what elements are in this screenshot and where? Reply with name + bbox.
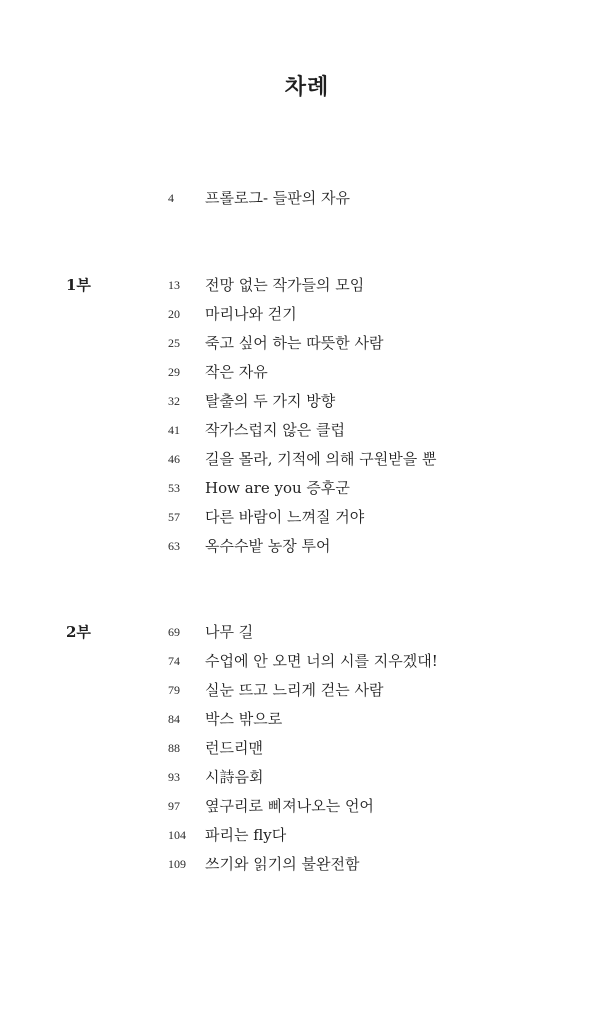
toc-entry	[0, 505, 614, 529]
part-label-1: 1부	[66, 276, 91, 294]
toc-entry	[0, 447, 614, 471]
toc-entry-title: 작가스럽지 않은 클럽	[205, 421, 345, 439]
toc-page-number: 88	[168, 741, 180, 755]
toc-entry-title: 수업에 안 오면 너의 시를 지우겠대!	[205, 652, 438, 670]
toc-entry	[0, 649, 614, 673]
toc-entry-title: 다른 바람이 느껴질 거야	[205, 508, 365, 526]
toc-entry-title: 탈출의 두 가지 방향	[205, 392, 336, 410]
toc-entry	[0, 360, 614, 384]
toc-page-number: 63	[168, 539, 180, 553]
toc-entry-title: 실눈 뜨고 느리게 걷는 사람	[205, 681, 384, 699]
toc-page-number: 109	[168, 857, 186, 871]
toc-page-number: 97	[168, 799, 180, 813]
toc-entry-title: 런드리맨	[205, 739, 263, 757]
toc-entry	[0, 852, 614, 876]
toc-entry	[0, 302, 614, 326]
toc-entry	[0, 678, 614, 702]
toc-entry	[0, 418, 614, 442]
toc-entry-title: 박스 밖으로	[205, 710, 283, 728]
toc-page-number: 41	[168, 423, 180, 437]
toc-entry	[0, 389, 614, 413]
toc-page-number: 57	[168, 510, 180, 524]
toc-page-number: 104	[168, 828, 186, 842]
toc-page-number: 93	[168, 770, 180, 784]
toc-page-number: 74	[168, 654, 180, 668]
toc-entry	[0, 823, 614, 847]
toc-entry-title: 죽고 싶어 하는 따뜻한 사람	[205, 334, 384, 352]
toc-entry	[0, 765, 614, 789]
toc-entry	[0, 273, 614, 297]
toc-page-number: 53	[168, 481, 180, 495]
toc-page-number: 29	[168, 365, 180, 379]
toc-page-number: 32	[168, 394, 180, 408]
toc-entry-title: 나무 길	[205, 623, 254, 641]
toc-entry-title: 쓰기와 읽기의 불완전함	[205, 855, 360, 873]
toc-entry-title: 전망 없는 작가들의 모임	[205, 276, 365, 294]
toc-entry-title: 옥수수밭 농장 투어	[205, 537, 331, 555]
toc-entry-title: 옆구리로 삐져나오는 언어	[205, 797, 374, 815]
toc-entry	[0, 736, 614, 760]
toc-entry-title: 시詩음회	[205, 768, 264, 786]
toc-page-number: 46	[168, 452, 180, 466]
toc-entry	[0, 707, 614, 731]
toc-entry-title: How are you 증후군	[205, 479, 350, 497]
toc-entry-prologue	[0, 186, 614, 210]
toc-entry-title: 프롤로그- 들판의 자유	[205, 189, 351, 207]
toc-entry	[0, 534, 614, 558]
toc-entry-title: 마리나와 걷기	[205, 305, 297, 323]
toc-entry-title: 길을 몰라, 기적에 의해 구원받을 뿐	[205, 450, 437, 468]
toc-page-number: 79	[168, 683, 180, 697]
part-label-2: 2부	[66, 623, 91, 641]
toc-page-number: 4	[168, 191, 174, 205]
toc-page-number: 13	[168, 278, 180, 292]
toc-page-number: 20	[168, 307, 180, 321]
toc-entry	[0, 620, 614, 644]
page-title: 차례	[284, 74, 330, 100]
toc-entry	[0, 794, 614, 818]
toc-entry	[0, 476, 614, 500]
toc-entry-title: 파리는 fly다	[205, 826, 287, 844]
toc-entry	[0, 331, 614, 355]
toc-page-number: 84	[168, 712, 180, 726]
toc-page-number: 25	[168, 336, 180, 350]
toc-entry-title: 작은 자유	[205, 363, 268, 381]
toc-page-number: 69	[168, 625, 180, 639]
